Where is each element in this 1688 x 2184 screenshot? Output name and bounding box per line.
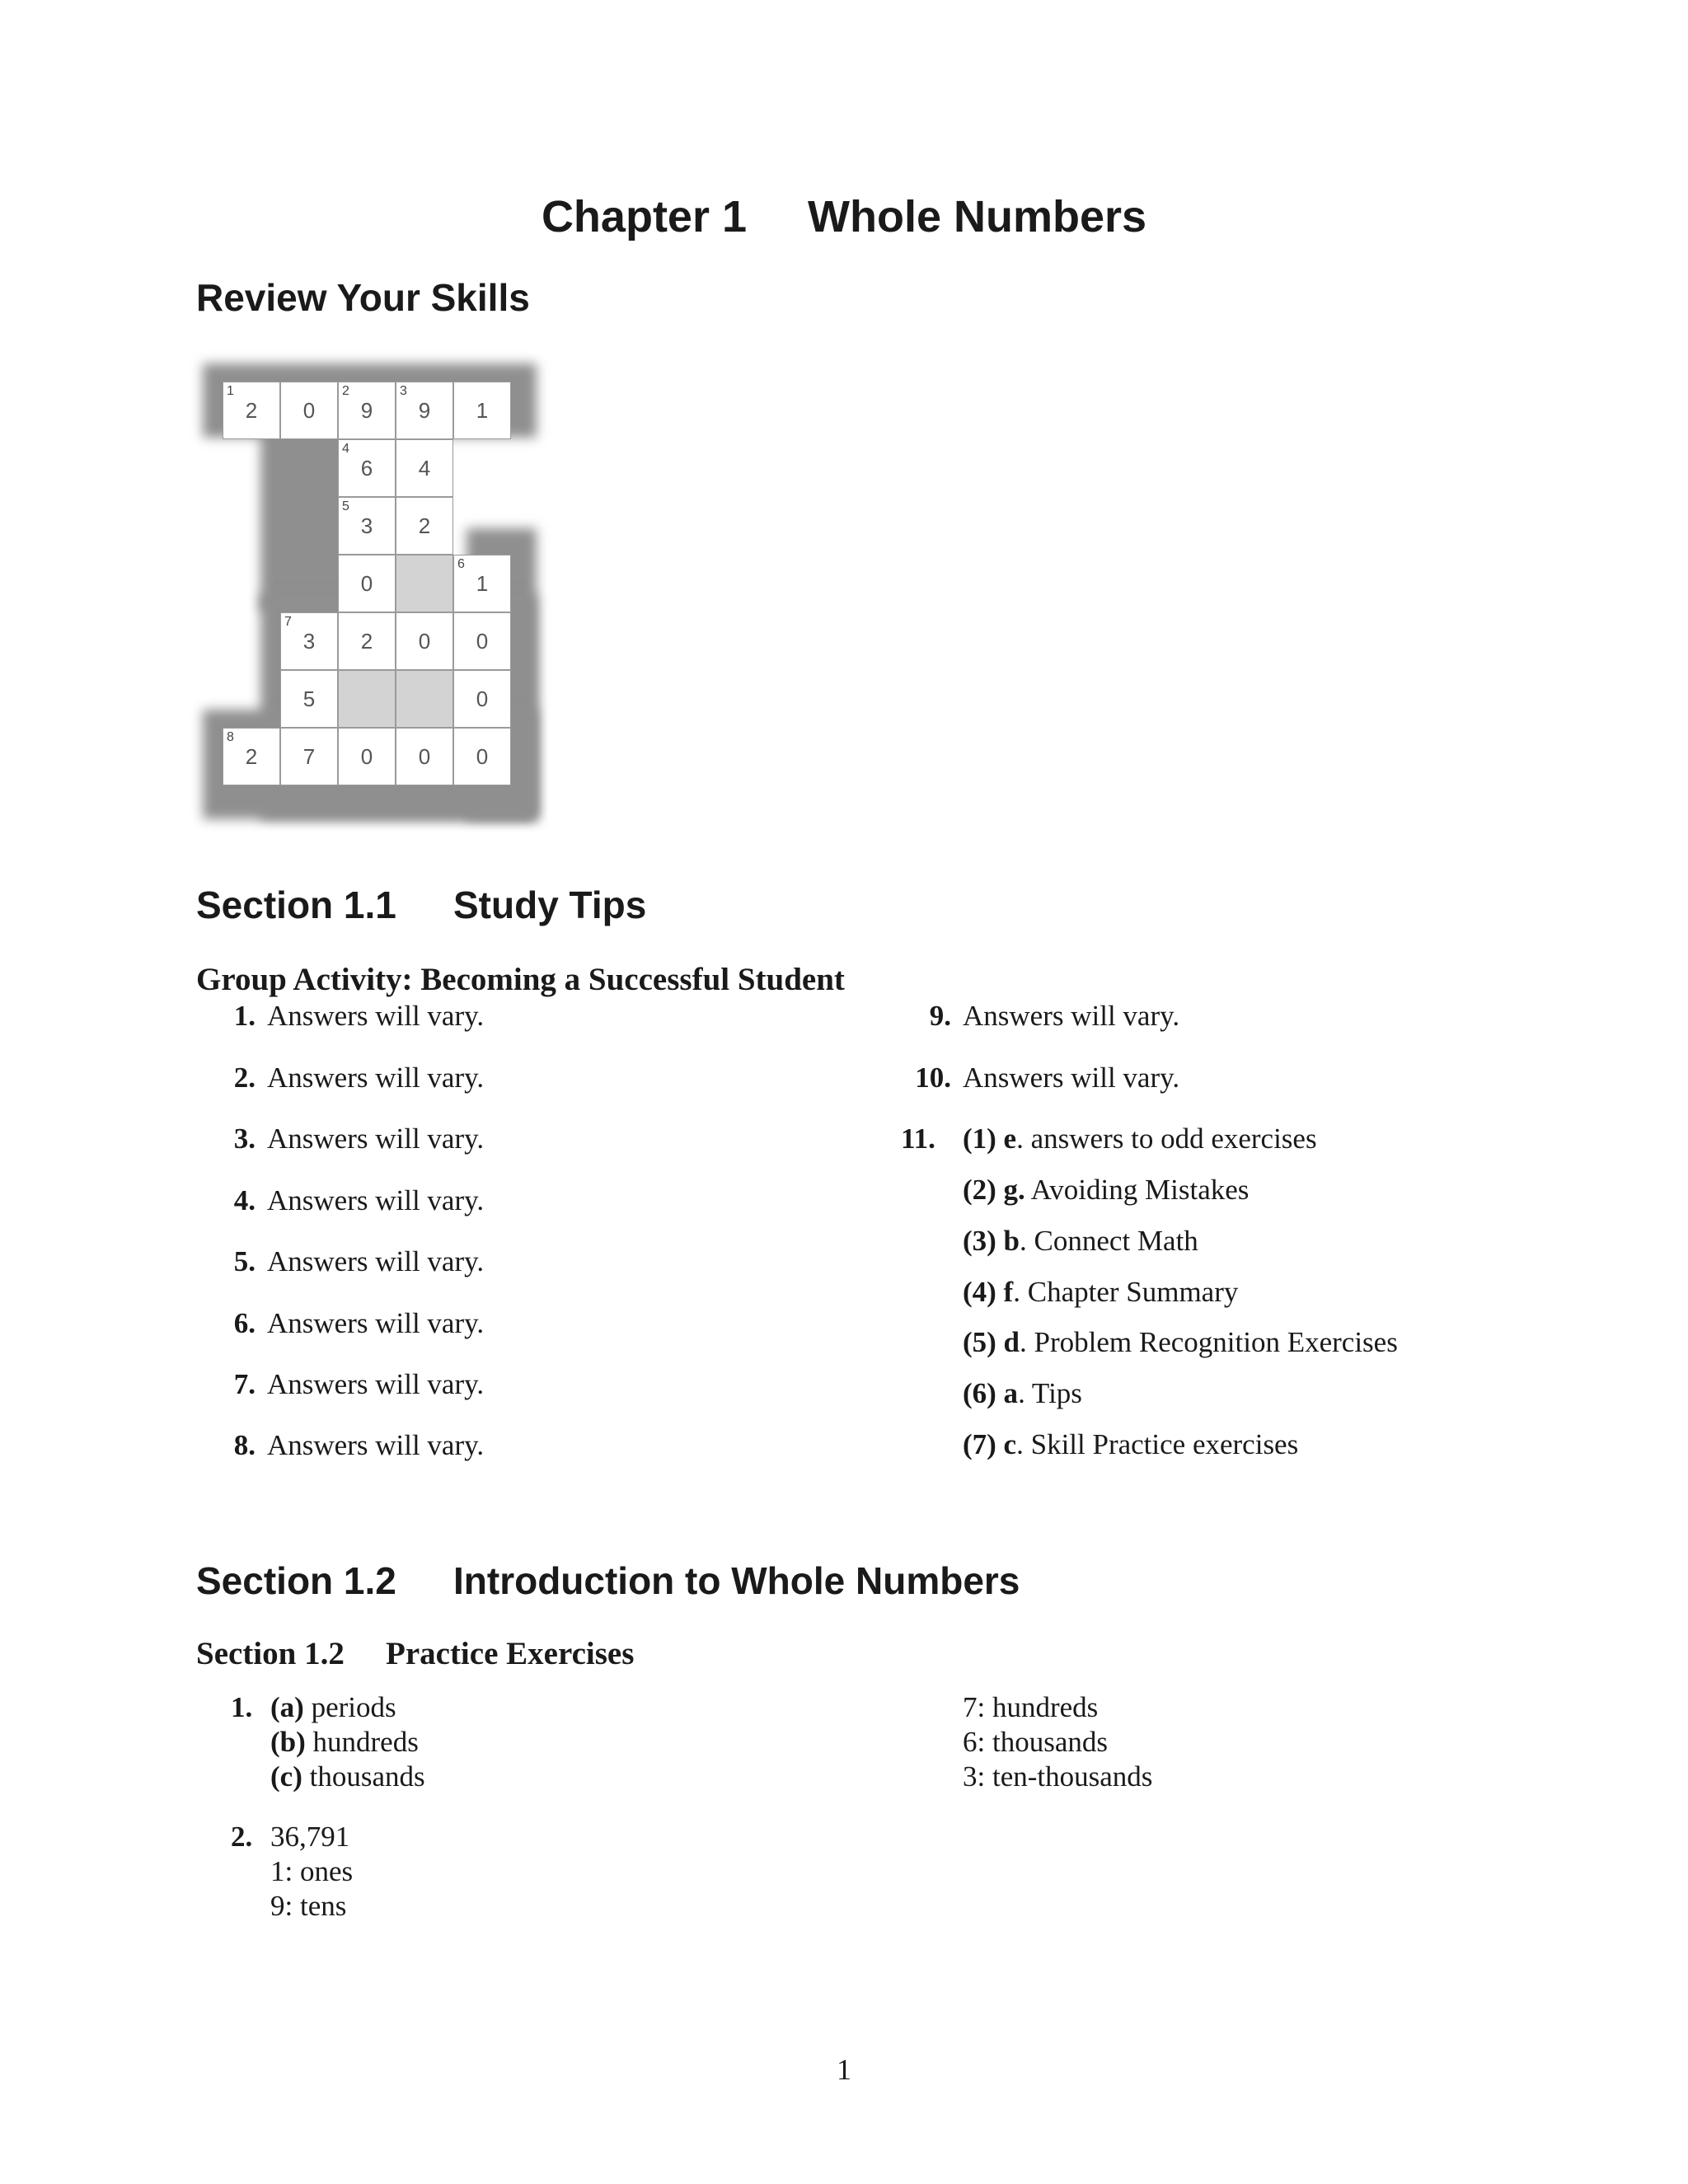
- practice-line: 7: hundreds: [963, 1691, 1099, 1723]
- crossword-digit: 3: [360, 513, 373, 538]
- crossword-cell: [453, 612, 511, 670]
- crossword-digit: 0: [476, 687, 489, 711]
- answer-item: [180, 1122, 484, 1155]
- section-title: Study Tips: [453, 883, 647, 926]
- matching-answer: [963, 1174, 1249, 1207]
- answer-label: (6) a: [963, 1377, 1019, 1409]
- crossword-digit: 2: [245, 744, 258, 769]
- answer-label: (4) f: [963, 1276, 1014, 1308]
- review-heading: Review Your Skills: [196, 276, 530, 319]
- crossword-cell: [396, 382, 453, 439]
- answer-item: [180, 1062, 484, 1094]
- crossword-digit: 0: [360, 571, 373, 596]
- item-text: Answers will vary.: [963, 1062, 1180, 1094]
- item-text: Answers will vary.: [963, 1000, 1180, 1032]
- crossword-clue-number: 5: [342, 499, 349, 513]
- practice-part: [270, 1691, 396, 1724]
- crossword-blocked-cell: [338, 670, 396, 728]
- item-number: 5.: [233, 1245, 256, 1277]
- crossword-cell: [338, 728, 396, 785]
- matching-answer: [963, 1428, 1298, 1461]
- crossword-cell: [223, 728, 280, 785]
- crossword-cell: [338, 439, 396, 497]
- item-number: 7.: [233, 1368, 256, 1400]
- crossword-cell: [280, 728, 338, 785]
- page-number: 1: [837, 2053, 851, 2086]
- answer-label: (3) b: [963, 1225, 1020, 1257]
- matching-answer: [963, 1122, 1317, 1155]
- crossword-cell: [396, 439, 453, 497]
- crossword-cell: [338, 382, 396, 439]
- crossword-blocked-cell: [396, 670, 453, 728]
- item-number: 9.: [929, 1000, 951, 1032]
- item-text: Answers will vary.: [267, 1307, 485, 1339]
- crossword-clue-number: 2: [342, 384, 349, 398]
- crossword-digit: 4: [418, 456, 431, 480]
- answer-label: (5) d: [963, 1326, 1020, 1358]
- chapter-name: Whole Numbers: [808, 192, 1147, 241]
- crossword-clue-number: 4: [342, 442, 349, 456]
- answer-text: . Skill Practice exercises: [1016, 1428, 1299, 1460]
- crossword-digit: 1: [476, 571, 489, 596]
- crossword-puzzle: [203, 363, 537, 819]
- chapter-number: Chapter 1: [541, 192, 748, 241]
- crossword-clue-number: 6: [457, 557, 465, 571]
- crossword-cell: [223, 382, 280, 439]
- crossword-cell: [396, 612, 453, 670]
- crossword-cell: [338, 612, 396, 670]
- answer-item: [180, 1184, 484, 1217]
- item-number: 8.: [233, 1429, 256, 1461]
- crossword-blocked-cell: [396, 555, 453, 612]
- crossword-cell: [453, 555, 511, 612]
- answer-text: . Chapter Summary: [1013, 1276, 1239, 1308]
- item-text: Answers will vary.: [267, 1062, 485, 1094]
- crossword-digit: 9: [418, 398, 431, 423]
- item-number: 4.: [233, 1184, 256, 1216]
- answer-text: . Tips: [1018, 1377, 1082, 1409]
- section-number: Section 1.2: [196, 1559, 396, 1602]
- answer-label: (1) e: [963, 1122, 1017, 1155]
- item-number: 10.: [915, 1062, 951, 1094]
- practice-exercises-title: [196, 1635, 634, 1672]
- practice-line: 36,791: [270, 1821, 350, 1853]
- practice-section-title: Practice Exercises: [386, 1636, 635, 1671]
- crossword-clue-number: 8: [227, 730, 234, 744]
- crossword-cell: [396, 728, 453, 785]
- crossword-digit: 2: [418, 513, 431, 538]
- item-number: 1.: [231, 1691, 253, 1723]
- crossword-digit: 0: [418, 629, 431, 654]
- crossword-digit: 0: [476, 629, 489, 654]
- item-text: Answers will vary.: [267, 1184, 485, 1216]
- part-label: (c): [270, 1760, 302, 1793]
- answer-label: (2) g.: [963, 1174, 1025, 1206]
- matching-answer: [963, 1377, 1082, 1410]
- answer-item: [180, 1245, 484, 1278]
- part-label: (b): [270, 1726, 306, 1758]
- practice-part: [270, 1726, 419, 1759]
- crossword-clue-number: 1: [227, 384, 234, 398]
- item-text: Answers will vary.: [267, 1368, 485, 1400]
- crossword-clue-number: 7: [284, 615, 292, 629]
- crossword-cell: [280, 670, 338, 728]
- crossword-digit: 0: [302, 398, 316, 423]
- crossword-digit: 2: [245, 398, 258, 423]
- crossword-cell: [453, 382, 511, 439]
- crossword-digit: 6: [360, 456, 373, 480]
- answer-text: Avoiding Mistakes: [1025, 1174, 1250, 1206]
- item-number: 2.: [233, 1062, 256, 1094]
- crossword-digit: 0: [418, 744, 431, 769]
- crossword-digit: 7: [302, 744, 316, 769]
- answer-label: (7) c: [963, 1428, 1017, 1460]
- practice-line: 1: ones: [270, 1855, 354, 1887]
- section-1-1-heading: [196, 883, 646, 927]
- practice-line: 3: ten-thousands: [963, 1760, 1153, 1793]
- practice-part: [270, 1760, 425, 1793]
- answer-item: [867, 1062, 1179, 1094]
- item-number: 6.: [233, 1307, 256, 1339]
- part-text: hundreds: [305, 1726, 419, 1758]
- crossword-cell: [338, 497, 396, 555]
- item-text: Answers will vary.: [267, 1000, 485, 1032]
- crossword-cell: [453, 670, 511, 728]
- crossword-digit: 0: [360, 744, 373, 769]
- matching-answer: [963, 1276, 1238, 1309]
- section-title: Introduction to Whole Numbers: [453, 1559, 1020, 1602]
- crossword-cell: [396, 497, 453, 555]
- item-number: 2.: [231, 1821, 253, 1853]
- answer-item: [180, 1307, 484, 1340]
- section-number: Section 1.1: [196, 883, 396, 926]
- part-label: (a): [270, 1691, 304, 1723]
- item-text: Answers will vary.: [267, 1429, 485, 1461]
- item-text: Answers will vary.: [267, 1122, 485, 1155]
- practice-section-number: Section 1.2: [196, 1636, 345, 1671]
- part-text: thousands: [302, 1760, 425, 1793]
- crossword-cell: [338, 555, 396, 612]
- crossword-cell: [280, 382, 338, 439]
- section-1-2-heading: [196, 1558, 1020, 1603]
- crossword-digit: 2: [360, 629, 373, 654]
- practice-line: 9: tens: [270, 1890, 347, 1922]
- crossword-cell: [453, 728, 511, 785]
- matching-answer: [963, 1326, 1398, 1359]
- group-activity-title: Group Activity: Becoming a Successful Student: [196, 962, 845, 997]
- crossword-clue-number: 3: [400, 384, 407, 398]
- crossword-digit: 0: [476, 744, 489, 769]
- part-text: periods: [303, 1691, 396, 1723]
- practice-line: 6: thousands: [963, 1726, 1108, 1758]
- crossword-digit: 5: [302, 687, 316, 711]
- answer-text: . Connect Math: [1020, 1225, 1198, 1257]
- crossword-digit: 9: [360, 398, 373, 423]
- crossword-digit: 3: [302, 629, 316, 654]
- answer-item: [180, 1000, 484, 1033]
- answer-item: [180, 1368, 484, 1401]
- crossword-cell: [280, 612, 338, 670]
- answer-item: [867, 1000, 1179, 1033]
- item-number: 3.: [233, 1122, 256, 1155]
- matching-answer: [963, 1225, 1198, 1258]
- item-number: 1.: [233, 1000, 256, 1032]
- item-number: 11.: [901, 1122, 935, 1155]
- chapter-title: [0, 191, 1688, 242]
- answer-text: . answers to odd exercises: [1016, 1122, 1317, 1155]
- answer-text: . Problem Recognition Exercises: [1020, 1326, 1398, 1358]
- item-text: Answers will vary.: [267, 1245, 485, 1277]
- answer-item: [180, 1429, 484, 1462]
- crossword-digit: 1: [476, 398, 489, 423]
